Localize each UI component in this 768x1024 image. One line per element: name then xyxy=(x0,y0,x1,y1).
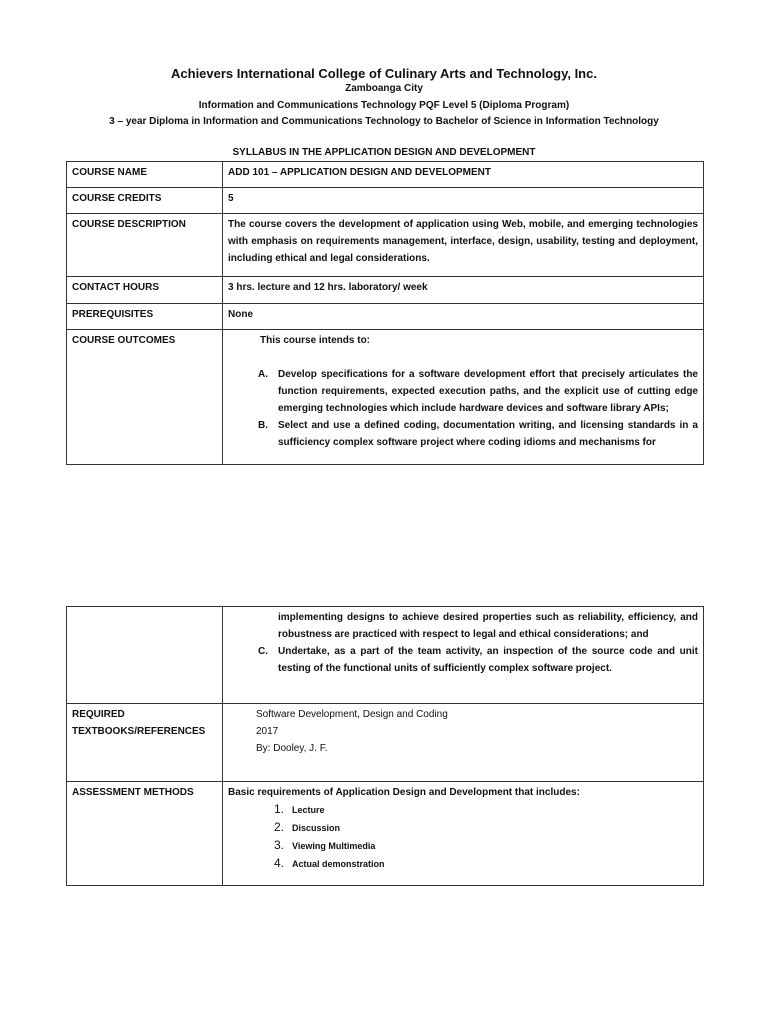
item-text: Lecture xyxy=(292,805,325,815)
list-item xyxy=(258,609,698,643)
item-text: Discussion xyxy=(292,823,341,833)
list-item xyxy=(258,366,698,417)
table-row xyxy=(67,277,704,304)
row-label: COURSE NAME xyxy=(67,162,223,188)
list-item xyxy=(274,855,698,873)
textbooks-label-line2: TEXTBOOKS/REFERENCES xyxy=(72,726,206,737)
syllabus-table-page-2 xyxy=(66,606,704,886)
outcomes-intro: This course intends to: xyxy=(260,335,371,346)
table-row xyxy=(67,188,704,214)
row-value xyxy=(223,704,704,782)
outcomes-list-continued xyxy=(228,609,698,677)
list-item xyxy=(274,837,698,855)
list-item xyxy=(274,819,698,837)
row-label: ASSESSMENT METHODS xyxy=(67,782,223,886)
textbook-title: Software Development, Design and Coding xyxy=(256,709,448,720)
textbook-author: By: Dooley, J. F. xyxy=(256,743,328,754)
list-item xyxy=(258,417,698,451)
list-item xyxy=(258,643,698,677)
item-text: Actual demonstration xyxy=(292,859,385,869)
row-value: 3 hrs. lecture and 12 hrs. laboratory/ week xyxy=(223,277,704,304)
assessment-list xyxy=(228,801,698,873)
row-value: None xyxy=(223,304,704,330)
program-line-2: 3 – year Diploma in Information and Communications Technology to Bachelor of Science in Information Technology xyxy=(109,116,659,127)
row-label: PREREQUISITES xyxy=(67,304,223,330)
item-text: Viewing Multimedia xyxy=(292,841,376,851)
row-label: COURSE CREDITS xyxy=(67,188,223,214)
row-label xyxy=(67,607,223,704)
row-label xyxy=(67,704,223,782)
syllabus-title: SYLLABUS IN THE APPLICATION DESIGN AND DEVELOPMENT xyxy=(232,147,536,158)
item-text: Select and use a defined coding, documentation writing, and licensing standards in a sufficiency complex software project where coding idioms and mechanisms for xyxy=(278,420,698,448)
table-row xyxy=(67,330,704,465)
row-value xyxy=(223,330,704,465)
item-marker: A. xyxy=(258,369,268,380)
item-number: 4. xyxy=(274,856,285,870)
row-label: CONTACT HOURS xyxy=(67,277,223,304)
assessment-intro: Basic requirements of Application Design and Development that includes: xyxy=(228,787,580,798)
city-line: Zamboanga City xyxy=(345,83,423,94)
item-marker: C. xyxy=(258,646,268,657)
table-row xyxy=(67,782,704,886)
item-text-continued: implementing designs to achieve desired properties such as reliability, efficiency, and robustness are practiced with respect to legal and ethical considerations; and xyxy=(278,612,698,640)
outcomes-list xyxy=(228,366,698,451)
table-row xyxy=(67,607,704,704)
program-line-1: Information and Communications Technology PQF Level 5 (Diploma Program) xyxy=(198,100,570,111)
row-label: COURSE OUTCOMES xyxy=(67,330,223,465)
institution-title: Achievers International College of Culinary Arts and Technology, Inc. xyxy=(171,66,597,81)
row-value: The course covers the development of application using Web, mobile, and emerging technologies with emphasis on requirements management, interface, design, usability, testing and deployment, including ethical and legal considerations. xyxy=(223,214,704,277)
item-number: 3. xyxy=(274,838,285,852)
syllabus-table-page-1 xyxy=(66,161,704,465)
table-row xyxy=(67,304,704,330)
table-row xyxy=(67,704,704,782)
row-value: ADD 101 – APPLICATION DESIGN AND DEVELOPMENT xyxy=(223,162,704,188)
table-row xyxy=(67,214,704,277)
item-number: 2. xyxy=(274,820,285,834)
row-value: 5 xyxy=(223,188,704,214)
row-value xyxy=(223,782,704,886)
row-label: COURSE DESCRIPTION xyxy=(67,214,223,277)
textbooks-label-line1: REQUIRED xyxy=(72,709,125,720)
textbook-year: 2017 xyxy=(256,726,279,737)
row-value xyxy=(223,607,704,704)
list-item xyxy=(274,801,698,819)
item-text: Develop specifications for a software development effort that precisely articulates the function requirements, expected execution paths, and the explicit use of cutting edge emerging technologies which include hardware devices and software library APIs; xyxy=(278,369,698,414)
item-text: Undertake, as a part of the team activity, an inspection of the source code and unit testing of the functional units of sufficiently complex software project. xyxy=(278,646,698,674)
table-row xyxy=(67,162,704,188)
item-marker: B. xyxy=(258,420,268,431)
item-number: 1. xyxy=(274,802,285,816)
